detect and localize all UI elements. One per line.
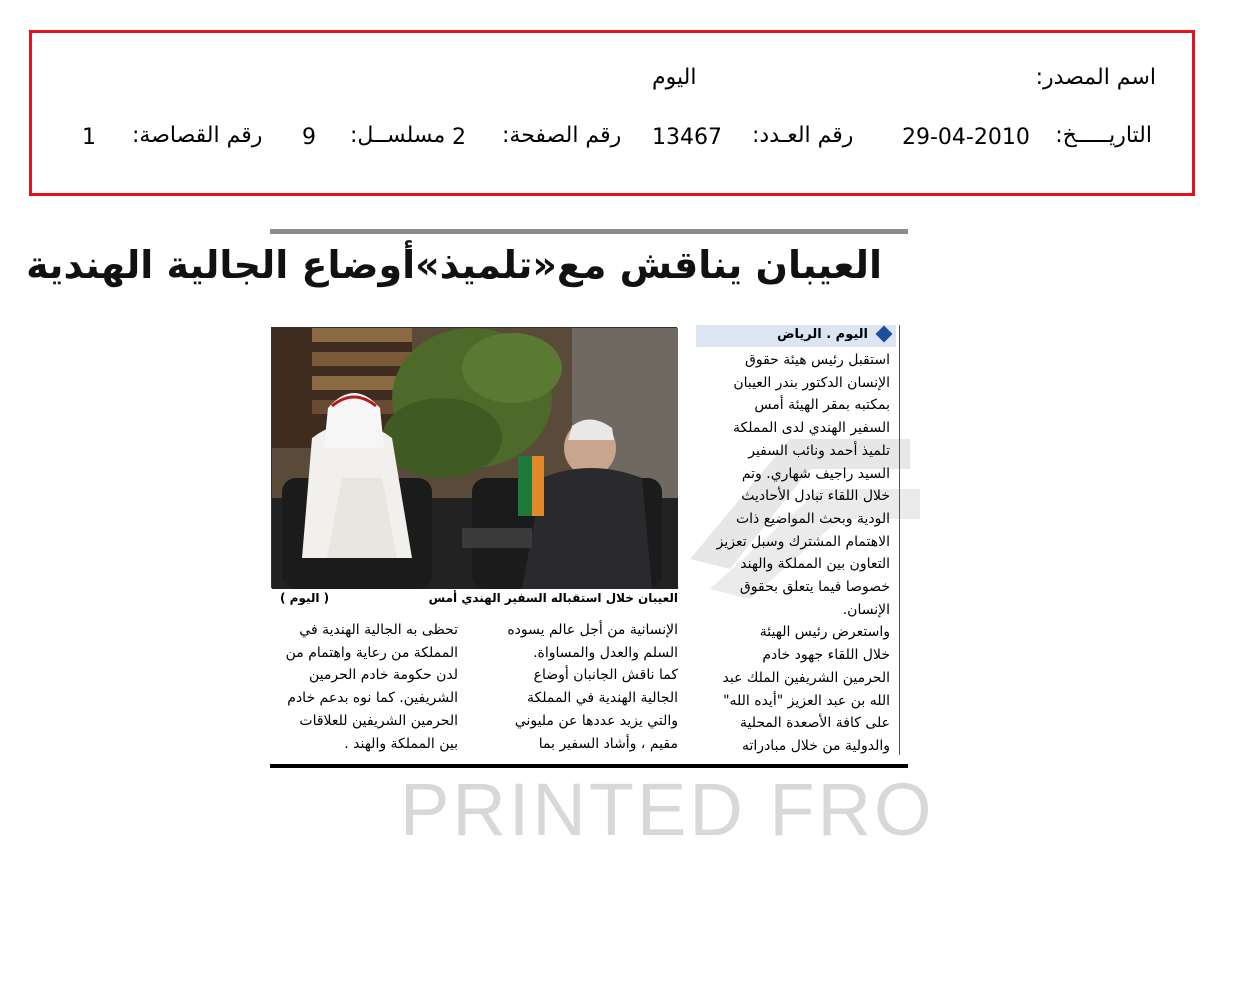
- column-line: والتي يزيد عددها عن مليوني: [514, 712, 678, 729]
- article-column-1: [694, 349, 890, 758]
- printed-from-watermark: PRINTED FRO: [400, 768, 935, 851]
- column-line: تحظى به الجالية الهندية في: [299, 622, 458, 638]
- photo-caption: العيبان خلال استقباله السفير الهندي أمس: [428, 591, 678, 605]
- column-line: الجالية الهندية في المملكة: [527, 690, 678, 707]
- newspaper-clipping: [26, 229, 935, 851]
- column-rule: [899, 325, 900, 755]
- article-column-3: [270, 619, 458, 755]
- page-value: 2: [452, 125, 466, 150]
- column-line: كما ناقش الجانبان أوضاع: [533, 667, 678, 684]
- column-line: تلميذ أحمد ونائب السفير: [748, 442, 890, 459]
- column-line: السيد راجيف شهاري. وتم: [741, 465, 890, 482]
- serial-label: مسلســل:: [350, 123, 446, 148]
- column-line: مقيم ، وأشاد السفير بما: [538, 735, 678, 752]
- issue-label: رقم العـدد:: [752, 123, 854, 148]
- clip-number-label: رقم القصاصة:: [132, 123, 263, 148]
- column-line: الاهتمام المشترك وسبل تعزيز: [716, 533, 890, 550]
- column-line: استقبل رئيس هيئة حقوق: [744, 352, 890, 368]
- clip-number-value: 1: [82, 125, 96, 150]
- column-line: الإنسان الدكتور بندر العيبان: [733, 374, 890, 391]
- column-line: الإنسان.: [842, 601, 890, 618]
- column-line: السفير الهندي لدى المملكة: [733, 420, 890, 437]
- source-value: اليوم: [652, 65, 697, 90]
- column-line: خصوصا فيما يتعلق بحقوق: [739, 579, 890, 596]
- column-line: الودية وبحث المواضيع ذات: [735, 510, 890, 527]
- column-line: السلم والعدل والمساواة.: [533, 644, 678, 661]
- byline-text: اليوم . الرياض: [777, 327, 868, 342]
- top-rule: [270, 229, 908, 234]
- article-column-2: [482, 619, 678, 755]
- issue-value: 13467: [652, 125, 722, 150]
- column-line: والدولية من خلال مبادراته: [742, 737, 890, 754]
- column-line: الله بن عبد العزيز "أيده الله": [723, 692, 890, 709]
- column-line: بين المملكة والهند .: [344, 735, 458, 752]
- photo-credit: ( اليوم ): [280, 591, 330, 605]
- bottom-rule: [270, 764, 908, 768]
- date-value: 29-04-2010: [902, 125, 1030, 150]
- serial-value: 9: [302, 125, 316, 150]
- byline: [696, 325, 896, 347]
- date-label: التاريـــــخ:: [1055, 123, 1152, 148]
- column-line: الشريفين. كما نوه بدعم خادم: [287, 690, 458, 707]
- meeting-photo: [272, 328, 678, 589]
- page-label: رقم الصفحة:: [502, 123, 622, 148]
- column-line: بمكتبه بمقر الهيئة أمس: [754, 397, 890, 414]
- column-line: التعاون بين المملكة والهند: [740, 556, 890, 573]
- column-line: المملكة من رعاية واهتمام من: [285, 644, 458, 661]
- column-line: خلال اللقاء جهود خادم: [762, 647, 890, 664]
- column-line: على كافة الأصعدة المحلية: [740, 715, 890, 732]
- column-line: الحرمين الشريفين الملك عبد: [722, 669, 890, 686]
- column-line: واستعرض رئيس الهيئة: [759, 624, 890, 641]
- source-label: اسم المصدر:: [1035, 65, 1156, 90]
- clipping-metadata-box: [29, 30, 1195, 196]
- article-photo: [271, 327, 677, 588]
- column-line: الحرمين الشريفين للعلاقات: [299, 712, 458, 729]
- column-line: الإنسانية من أجل عالم يسوده: [507, 622, 678, 638]
- column-line: لدن حكومة خادم الحرمين: [309, 667, 458, 684]
- column-line: خلال اللقاء تبادل الأحاديث: [741, 488, 890, 505]
- photo-caption-row: [280, 591, 678, 609]
- article-headline: العيبان يناقش مع«تلميذ»أوضاع الجالية الهندية: [26, 243, 882, 287]
- byline-diamond-icon: [876, 326, 893, 343]
